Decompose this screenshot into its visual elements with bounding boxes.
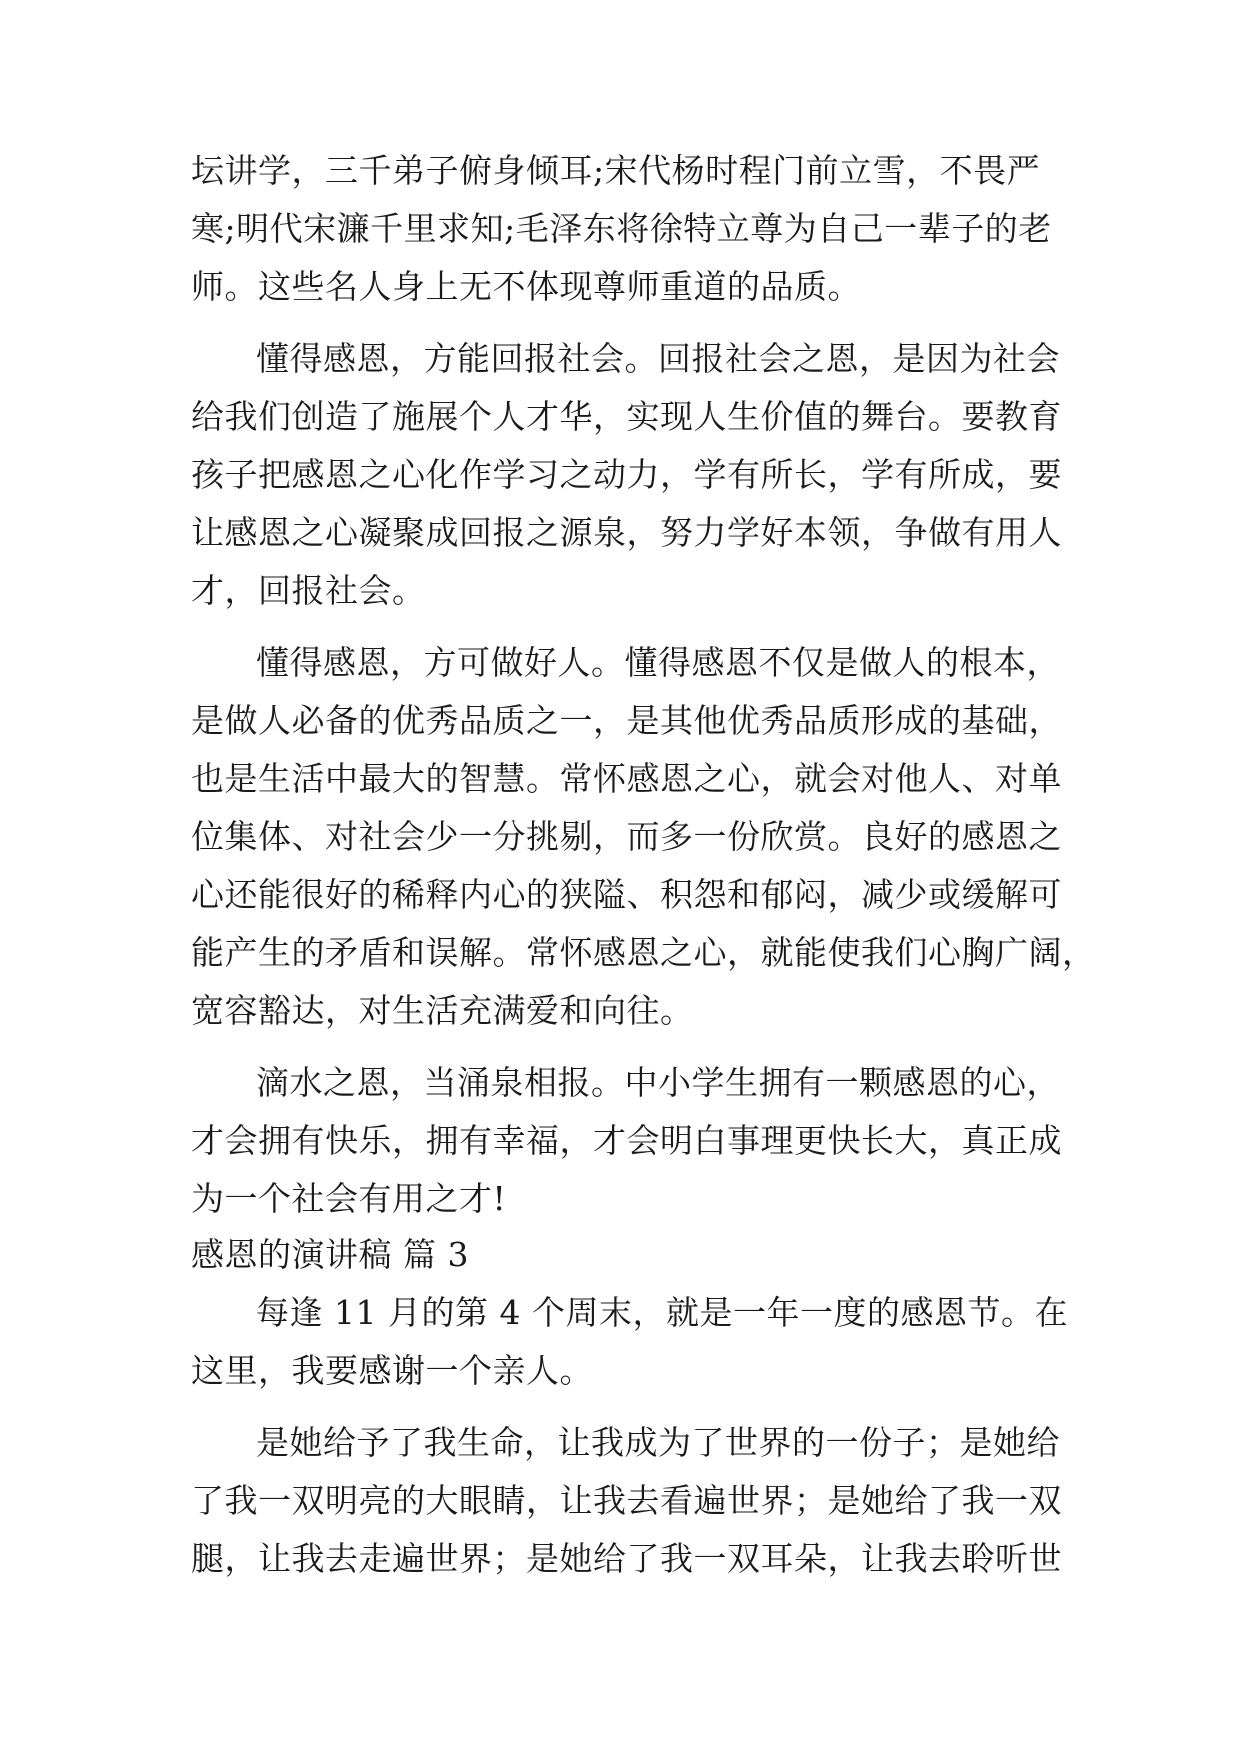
text-line: 坛讲学，三千弟子俯身倾耳;宋代杨时程门前立雪，不畏严	[191, 151, 1041, 190]
text-line: 才，回报社会。	[191, 571, 426, 610]
text-line: 每逢 11 月的第 4 个周末，就是一年一度的感恩节。在	[256, 1293, 1068, 1332]
text-line: 懂得感恩，方能回报社会。回报社会之恩，是因为社会	[256, 339, 1060, 378]
text-line: 能产生的矛盾和误解。常怀感恩之心，就能使我们心胸广阔，	[191, 933, 1096, 972]
text-line: 是她给予了我生命，让我成为了世界的一份子；是她给	[256, 1423, 1060, 1462]
text-line: 宽容豁达，对生活充满爱和向往。	[191, 991, 694, 1030]
text-line: 是做人必备的优秀品质之一，是其他优秀品质形成的基础，	[191, 701, 1062, 740]
text-line: 为一个社会有用之才!	[191, 1179, 507, 1218]
text-line: 了我一双明亮的大眼睛，让我去看遍世界；是她给了我一双	[191, 1481, 1062, 1520]
text-line: 腿，让我去走遍世界；是她给了我一双耳朵，让我去聆听世	[191, 1539, 1062, 1578]
text-line: 师。这些名人身上无不体现尊师重道的品质。	[191, 267, 861, 306]
text-line: 位集体、对社会少一分挑剔，而多一份欣赏。良好的感恩之	[191, 817, 1062, 856]
text-line: 给我们创造了施展个人才华，实现人生价值的舞台。要教育	[191, 397, 1062, 436]
text-line: 心还能很好的稀释内心的狭隘、积怨和郁闷，减少或缓解可	[191, 875, 1062, 914]
text-line: 懂得感恩，方可做好人。懂得感恩不仅是做人的根本，	[256, 643, 1060, 682]
text-line: 让感恩之心凝聚成回报之源泉，努力学好本领，争做有用人	[191, 513, 1062, 552]
text-line: 才会拥有快乐，拥有幸福，才会明白事理更快长大，真正成	[191, 1121, 1062, 1160]
text-line: 这里，我要感谢一个亲人。	[191, 1351, 593, 1390]
text-line: 寒;明代宋濂千里求知;毛泽东将徐特立尊为自己一辈子的老	[191, 209, 1052, 248]
text-line: 滴水之恩，当涌泉相报。中小学生拥有一颗感恩的心，	[256, 1063, 1060, 1102]
text-line: 孩子把感恩之心化作学习之动力，学有所长，学有所成，要	[191, 455, 1062, 494]
section-heading: 感恩的演讲稿 篇 3	[191, 1235, 469, 1274]
text-line: 也是生活中最大的智慧。常怀感恩之心，就会对他人、对单	[191, 759, 1062, 798]
